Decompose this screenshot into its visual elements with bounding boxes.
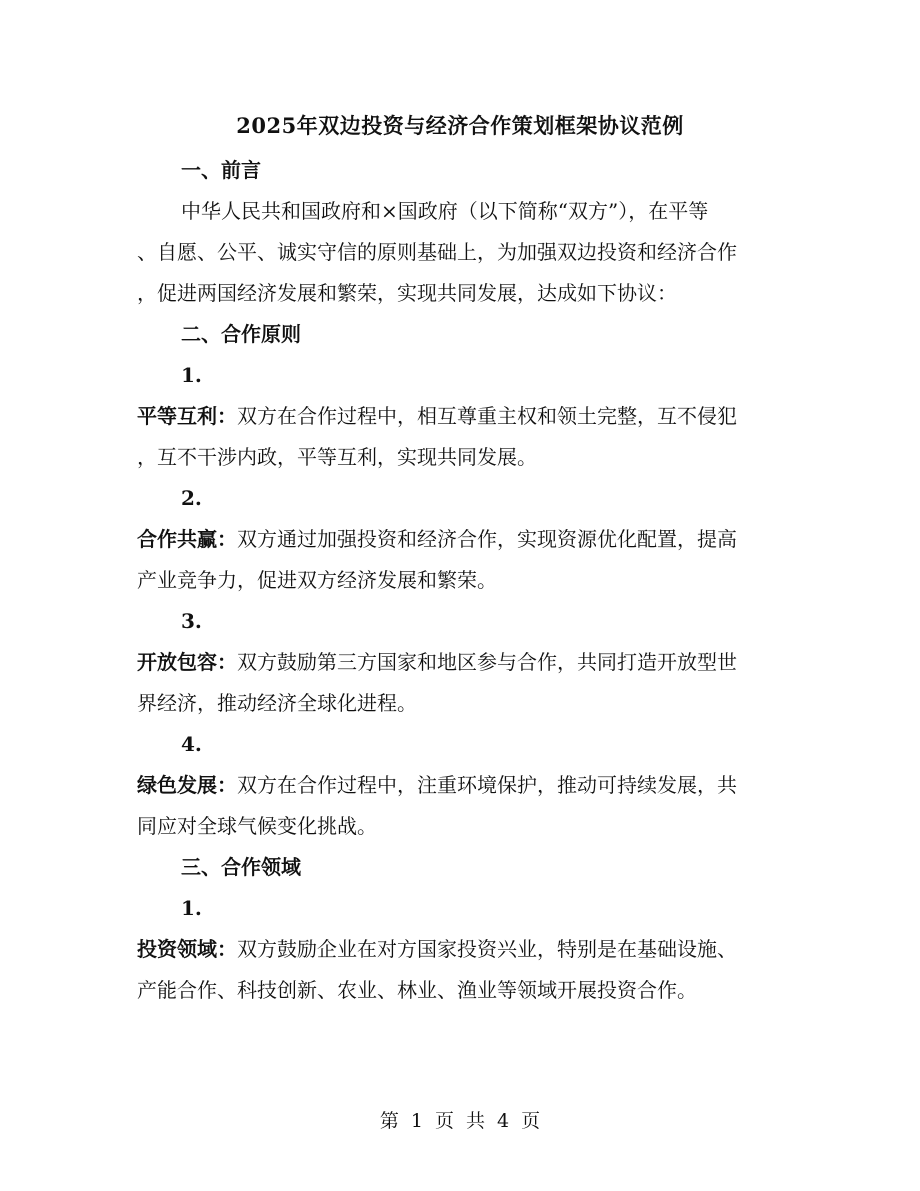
principle-number-2: 2. [181, 486, 202, 510]
principle-term-3: 开放包容： [137, 650, 237, 674]
page-footer: 第 1 页 共 4 页 [379, 1110, 541, 1132]
principle-text-1-cont: ，互不干涉内政，平等互利，实现共同发展。 [137, 445, 537, 469]
field-number-1: 1. [181, 896, 202, 920]
document-body [137, 150, 777, 1011]
preface-line-3: ，促进两国经济发展和繁荣，实现共同发展，达成如下协议： [137, 281, 677, 305]
principle-text-2: 双方通过加强投资和经济合作，实现资源优化配置，提高 [237, 527, 737, 551]
principle-item-3 [137, 642, 777, 683]
principle-text-4-cont: 同应对全球气候变化挑战。 [137, 814, 377, 838]
field-text-1-cont: 产能合作、科技创新、农业、林业、渔业等领域开展投资合作。 [137, 978, 697, 1002]
field-term-1: 投资领域： [137, 937, 237, 961]
principle-item-1 [137, 396, 777, 437]
preface-line-2: 、自愿、公平、诚实守信的原则基础上，为加强双边投资和经济合作 [137, 240, 737, 264]
section-heading-principles: 二、合作原则 [181, 322, 301, 346]
principle-item-4 [137, 765, 777, 806]
principle-number-1: 1. [181, 363, 202, 387]
principle-text-1: 双方在合作过程中，相互尊重主权和领土完整，互不侵犯 [237, 404, 737, 428]
section-heading-fields: 三、合作领域 [181, 855, 301, 879]
principle-item-2 [137, 519, 777, 560]
principle-term-1: 平等互利： [137, 404, 237, 428]
preface-line-1: 中华人民共和国政府和×国政府（以下简称“双方”），在平等 [181, 199, 709, 223]
principle-text-4: 双方在合作过程中，注重环境保护，推动可持续发展，共 [237, 773, 737, 797]
document-title: 2025年双边投资与经济合作策划框架协议范例 [236, 113, 684, 138]
section-heading-preface: 一、前言 [181, 158, 261, 182]
principle-term-2: 合作共赢： [137, 527, 237, 551]
principle-number-4: 4. [181, 732, 202, 756]
field-item-1 [137, 929, 777, 970]
principle-text-3-cont: 界经济，推动经济全球化进程。 [137, 691, 417, 715]
principle-number-3: 3. [181, 609, 202, 633]
field-text-1: 双方鼓励企业在对方国家投资兴业，特别是在基础设施、 [237, 937, 737, 961]
principle-term-4: 绿色发展： [137, 773, 237, 797]
principle-text-2-cont: 产业竞争力，促进双方经济发展和繁荣。 [137, 568, 497, 592]
principle-text-3: 双方鼓励第三方国家和地区参与合作，共同打造开放型世 [237, 650, 737, 674]
